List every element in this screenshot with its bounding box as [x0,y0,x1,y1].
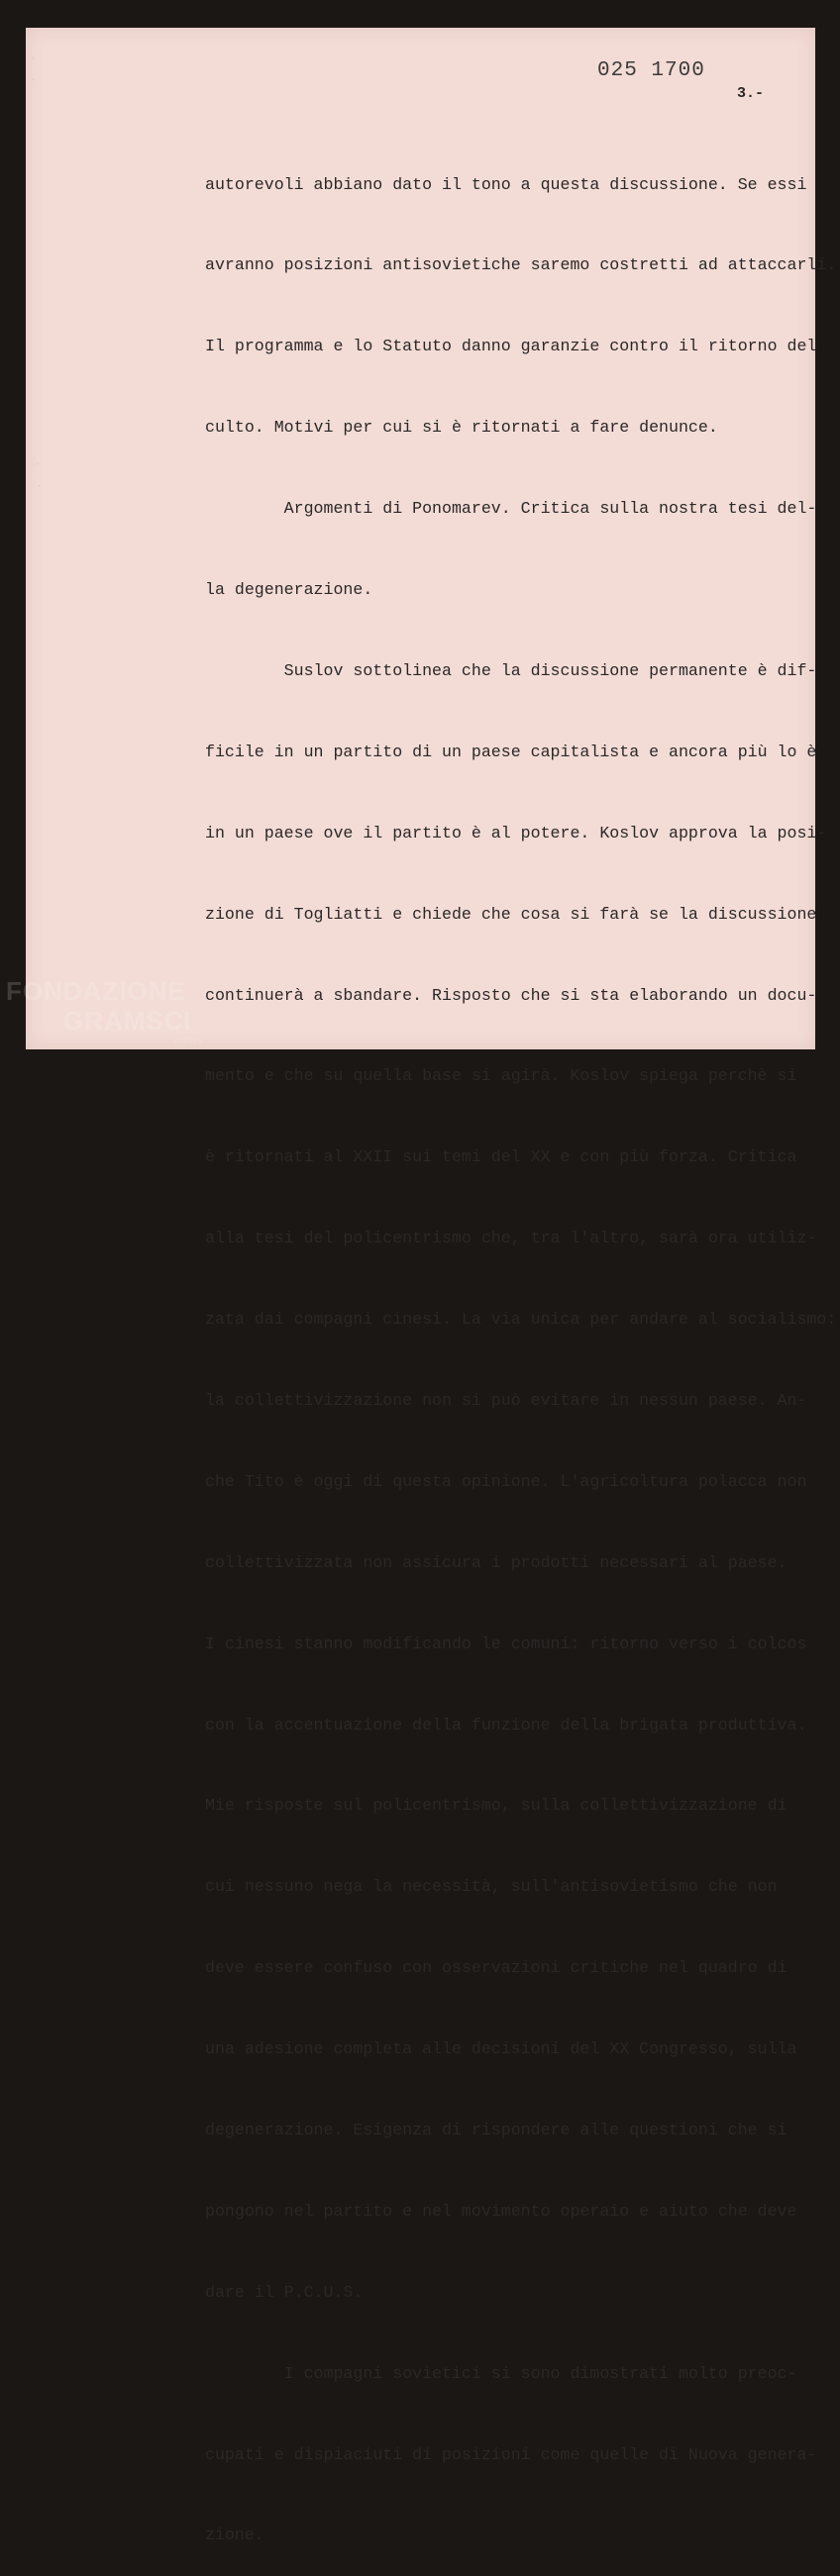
text-line: autorevoli abbiano dato il tono a questa discussione. Se essi [205,174,807,194]
text-line: pongono nel partito e nel movimento operaio e aiuto che deve [205,2201,797,2221]
text-line: alla tesi del policentrismo che, tra l'altro, sarà ora utiliz- [205,1229,817,1248]
watermark-line-1: FONDAZIONE [6,976,186,1006]
text-line: I cinesi stanno modificando le comuni: ritorno verso i colcos [205,1634,807,1653]
text-line: cupati e dispiaciuti di posizioni come quelle di Nuova genera- [205,2444,817,2464]
margin-mark: · [30,73,38,87]
margin-mark: · [30,51,38,65]
text-line: Il programma e lo Statuto danno garanzie contro il ritorno del [205,337,817,356]
text-line: la collettivizzazione non si può evitare in nessun paese. An- [205,1390,807,1410]
watermark-line-2: GRAMSCI [63,1006,192,1036]
text-line: I compagni sovietici si sono dimostrati molto preoc- [205,2363,797,2383]
text-line: deve essere confuso con osservazioni critiche nel quadro di [205,1958,788,1978]
text-line: che Tito è oggi di questa opinione. L'agricoltura polacca non [205,1471,807,1491]
text-line: collettivizzata non assicura i prodotti necessari al paese. [205,1552,788,1572]
archive-stamp-number: 025 1700 [597,59,705,82]
text-line: cui nessuno nega la necessità, sull'antisovietismo che non [205,1877,778,1897]
text-line: zione. [205,2526,264,2545]
text-line: Suslov sottolinea che la discussione permanente è dif- [205,660,817,680]
text-line: ficile in un partito di un paese capitalista e ancora più lo è [205,742,817,761]
text-line: zata dai compagni cinesi. La via unica per andare al socialismo: [205,1310,837,1330]
text-line: Argomenti di Ponomarev. Critica sulla nostra tesi del- [205,499,817,519]
typewritten-body [205,117,837,2576]
text-line: dare il P.C.U.S. [205,2282,364,2302]
page-number: 3.- [737,85,765,102]
text-line: degenerazione. Esigenza di rispondere alle questioni che si [205,2120,788,2139]
margin-mark: · [36,479,44,493]
text-line: la degenerazione. [205,580,373,600]
text-line: in un paese ove il partito è al potere. Koslov approva la posi- [205,823,827,842]
text-line: con la accentuazione della funzione della brigata produttiva. [205,1715,807,1734]
text-line: continuerà a sbandare. Risposto che si sta elaborando un docu- [205,985,817,1005]
fondazione-gramsci-watermark [6,976,203,1047]
text-line: è ritornati al XXII sui temi del XX e con più forza. Critica [205,1147,797,1167]
text-line: una adesione completa alle decisioni del XX Congresso, sulla [205,2039,797,2059]
text-line: zione di Togliatti e chiede che cosa si farà se la discussione [205,904,817,924]
text-line: culto. Motivi per cui si è ritornati a fare denunce. [205,418,718,438]
text-line: Mie risposte sul policentrismo, sulla collettivizzazione di [205,1796,788,1816]
watermark-line-3: onlus [174,1036,203,1046]
margin-mark: · [34,457,42,471]
text-line: avranno posizioni antisovietiche saremo costretti ad attaccarli. [205,255,837,275]
text-line: mento e che su quella base si agirà. Koslov spiega perchè si [205,1066,797,1086]
